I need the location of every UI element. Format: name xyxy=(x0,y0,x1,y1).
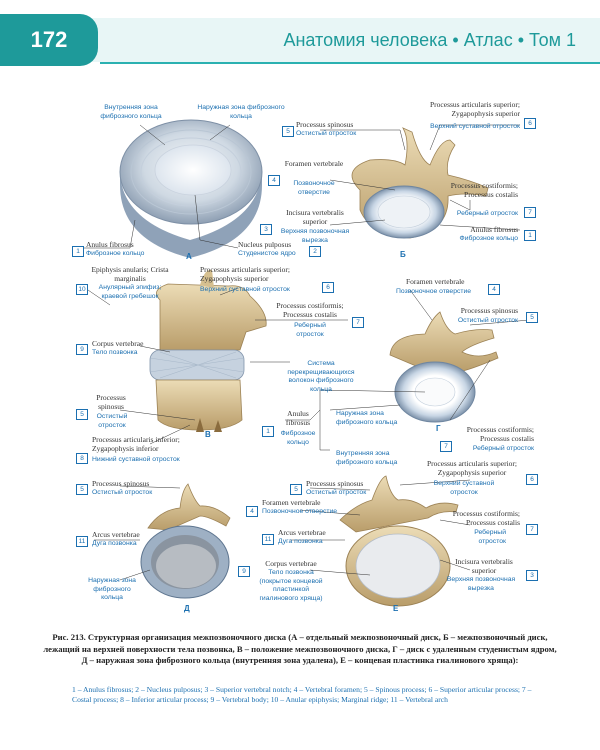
label-e-incisura-ru: Верхняя позвоночная вырезка xyxy=(446,576,516,592)
label-v-epiph-lat: Epiphysis anularis; Crista marginalis xyxy=(91,265,169,283)
label-e-spinosus-lat: Processus spinosus xyxy=(306,479,364,488)
panel-letter-b: Б xyxy=(400,250,406,259)
number-badge-7d: 7 xyxy=(526,524,538,535)
label-b-anulus-ru: Фиброзное кольцо xyxy=(459,235,518,242)
label-e-arcus-ru: Дуга позвонка xyxy=(278,538,323,545)
label-e-artsup-ru: Верхний суставной отросток xyxy=(433,480,495,496)
number-badge-4b: 4 xyxy=(488,284,500,295)
number-badge-1: 1 xyxy=(72,246,84,257)
label-e-foramen-ru: Позвоночное отверстие xyxy=(262,508,338,515)
label-b-artsup-lat: Processus articularis superior; Zygapophysis superior xyxy=(430,100,520,118)
panel-letter-a: А xyxy=(186,252,192,261)
label-g-costi-lat: Processus costiformis; Processus costalis xyxy=(466,425,534,443)
label-d-outer-ru: Наружная зона фиброзного кольца xyxy=(88,577,136,601)
number-badge-3b: 3 xyxy=(526,570,538,581)
label-nucleus-lat: Nucleus pulposus xyxy=(238,240,292,249)
label-v-costal-ru: Реберный отросток xyxy=(294,322,326,338)
label-g-foramen-ru: Позвоночное отверстие xyxy=(396,288,472,295)
label-g-foramen-lat: Foramen vertebrale xyxy=(406,277,465,286)
number-badge-7: 7 xyxy=(524,207,536,218)
number-badge-9b: 9 xyxy=(238,566,250,577)
number-badge-4c: 4 xyxy=(246,506,258,517)
label-g-outer-ru: Наружная зона фиброзного кольца xyxy=(336,410,398,426)
label-b-incisura-lat: Incisura vertebralis superior xyxy=(286,208,344,226)
label-e-corpus-ru: Тело позвонка (покрытое концевой пластинкой гиалинового хряща) xyxy=(259,569,323,602)
label-g-inner-ru: Внутренняя зона фиброзного кольца xyxy=(336,450,398,466)
label-g-costi-ru: Реберный отросток xyxy=(472,445,534,452)
label-v-corpus-ru: Тело позвонка xyxy=(92,349,138,356)
panel-letter-e: Е xyxy=(393,604,399,613)
number-badge-7b: 7 xyxy=(352,317,364,328)
label-b-foramen-lat: Foramen vertebrale xyxy=(284,159,344,168)
number-badge-5d: 5 xyxy=(76,484,88,495)
label-e-arcus-lat: Arcus vertebrae xyxy=(278,528,326,537)
label-e-corpus-lat: Corpus vertebrae xyxy=(265,559,317,568)
label-g-anulus-lat: Anulus fibrosus xyxy=(285,409,311,427)
label-v-system-ru: Система перекрещивающихся волокон фиброзного кольца xyxy=(287,360,355,393)
number-badge-3: 3 xyxy=(260,224,272,235)
panel-letter-g: Г xyxy=(436,424,441,433)
running-title: Анатомия человека • Атлас • Том 1 xyxy=(283,30,576,50)
label-anulus-a-lat: Anulus fibrosus xyxy=(86,240,134,249)
label-inner-zone: Внутренняя зона фиброзного кольца xyxy=(100,104,162,120)
figure-a-disc xyxy=(120,120,262,258)
number-badge-4: 4 xyxy=(268,175,280,186)
label-e-artsup-lat: Processus articularis superior; Zygapophysis superior xyxy=(427,459,517,477)
figure-g-disc-no-nucleus xyxy=(390,312,498,422)
label-e-spinosus-ru: Остистый отросток xyxy=(306,489,367,496)
label-g-anulus-ru: Фиброзное кольцо xyxy=(280,430,316,446)
label-v-artinf-ru: Нижний суставной отросток xyxy=(92,456,180,463)
label-b-costi-lat: Processus costiformis; Processus costalis xyxy=(450,181,518,199)
label-e-incisura-lat: Incisura vertebralis superior xyxy=(455,557,513,575)
page-number: 172 xyxy=(0,14,98,66)
label-e-costi-lat: Processus costiformis; Processus costalis xyxy=(452,509,520,527)
number-badge-2: 2 xyxy=(309,246,321,257)
label-anulus-a-ru: Фиброзное кольцо xyxy=(86,250,145,257)
label-b-foramen-ru: Позвоночное отверстие xyxy=(293,180,335,196)
label-outer-zone: Наружная зона фиброзного кольца xyxy=(197,104,285,120)
label-b-artsup-ru: Верхний суставной отросток xyxy=(430,123,520,130)
label-v-artsup-ru: Верхний суставной отросток xyxy=(200,286,290,293)
label-d-spinosus-lat: Processus spinosus xyxy=(92,479,150,488)
number-badge-10: 10 xyxy=(76,284,88,295)
number-badge-9: 9 xyxy=(76,344,88,355)
number-badge-6c: 6 xyxy=(526,474,538,485)
label-b-spinosus-ru: Остистый отросток xyxy=(296,130,357,137)
number-badge-8: 8 xyxy=(76,453,88,464)
figure-legend: 1 – Anulus fibrosus; 2 – Nucleus pulposus; 3 – Superior vertebral notch; 4 – Vertebral foramen; 5 – Spinous process; 6 – Superior articular process; 7 – Costal process; 8 – Inferior articular process; 9 – Vertebral body; 10 – Anular epiphysis; Marginal ridge; 11 – Vertebral arch xyxy=(72,685,532,704)
number-badge-11: 11 xyxy=(76,536,88,547)
number-badge-7c: 7 xyxy=(440,441,452,452)
label-e-costi-ru: Реберный отросток xyxy=(474,529,506,545)
label-v-artsup-lat: Processus articularis superior; Zygapophysis superior xyxy=(200,265,290,283)
number-badge-5b: 5 xyxy=(76,409,88,420)
figure-caption: Рис. 213. Структурная организация межпозвоночного диска (А – отдельный межпозвоночный диск, Б – межпозвоночный диск, лежащий на верхней поверхности тела позвонка, В – положение межпозвоночного диска, Г – диск с удаленным студенистым ядром, Д – наружная зона фиброзного кольца (внутренняя зона удалена), Е – концевая пластинка гиалинового хряща): xyxy=(43,632,557,665)
label-b-costi-ru: Реберный отросток xyxy=(456,210,518,217)
label-d-spinosus-ru: Остистый отросток xyxy=(92,489,153,496)
panel-letter-d: Д xyxy=(184,604,190,613)
number-badge-5c: 5 xyxy=(526,312,538,323)
panel-letter-v: В xyxy=(205,430,211,439)
label-v-spinosus-ru: Остистый отросток xyxy=(96,413,128,429)
number-badge-5e: 5 xyxy=(290,484,302,495)
label-v-spinosus-lat: Processus spinosus xyxy=(96,393,126,411)
label-b-anulus-lat: Anulus fibrosus xyxy=(470,225,518,234)
label-g-spinosus-lat: Processus spinosus xyxy=(460,306,518,315)
number-badge-11b: 11 xyxy=(262,534,274,545)
label-d-arcus-ru: Дуга позвонка xyxy=(92,540,137,547)
figure-d-outer-zone xyxy=(141,484,230,598)
number-badge-5: 5 xyxy=(282,126,294,137)
number-badge-6: 6 xyxy=(524,118,536,129)
number-badge-1c: 1 xyxy=(262,426,274,437)
label-b-spinosus-lat: Processus spinosus xyxy=(296,120,354,129)
label-e-foramen-lat: Foramen vertebrale xyxy=(262,498,321,507)
label-v-corpus-lat: Corpus vertebrae xyxy=(92,339,144,348)
label-g-spinosus-ru: Остистый отросток xyxy=(457,317,518,324)
number-badge-6b: 6 xyxy=(322,282,334,293)
label-v-costal-lat: Processus costiformis; Processus costalis xyxy=(276,301,344,319)
label-v-artinf-lat: Processus articularis inferior; Zygapophysis inferior xyxy=(92,435,180,453)
label-b-incisura-ru: Верхняя позвоночная вырезка xyxy=(280,228,350,244)
number-badge-1b: 1 xyxy=(524,230,536,241)
label-nucleus-ru: Студенистое ядро xyxy=(238,250,296,257)
label-v-epiph-ru: Анулярный эпифиз; краевой гребешок xyxy=(98,284,162,300)
label-d-arcus-lat: Arcus vertebrae xyxy=(92,530,140,539)
